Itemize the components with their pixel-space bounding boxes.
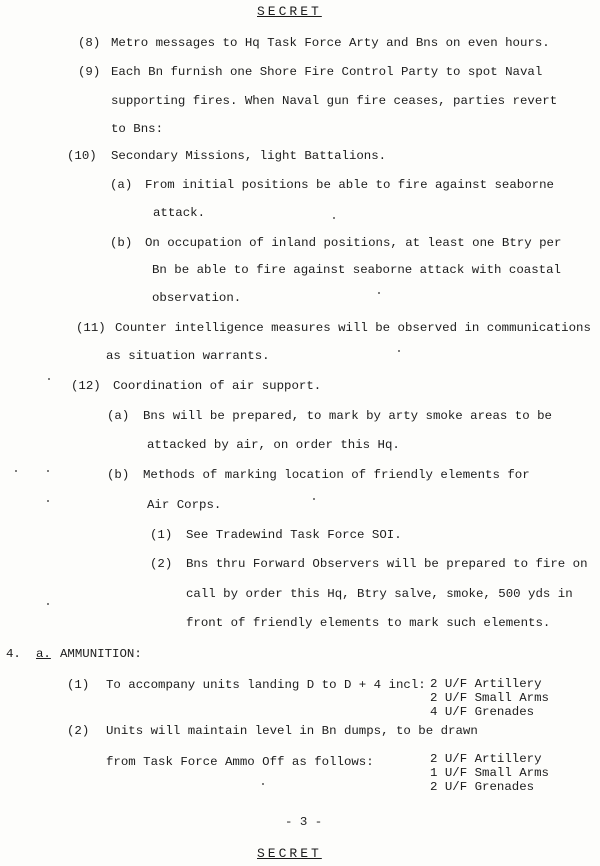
item-10a-number: (a) <box>110 178 133 192</box>
ammo-item-2-text-line2: from Task Force Ammo Off as follows: <box>106 755 374 769</box>
item-12b1-number: (1) <box>150 528 173 542</box>
item-10a-text-line1: From initial positions be able to fire against seaborne <box>145 178 554 192</box>
ammo-item-1-qty-2: 2 U/F Small Arms <box>430 691 549 705</box>
item-12b-text-line1: Methods of marking location of friendly elements for <box>143 468 530 482</box>
scan-speck <box>47 603 49 605</box>
item-10-text: Secondary Missions, light Battalions. <box>111 149 387 163</box>
item-12b1-text: See Tradewind Task Force SOI. <box>186 528 402 542</box>
item-12a-number: (a) <box>107 409 130 423</box>
scan-speck <box>47 500 49 502</box>
ammo-item-2-number: (2) <box>67 724 90 738</box>
item-10-number: (10) <box>67 149 97 163</box>
ammo-item-2-qty-2: 1 U/F Small Arms <box>430 766 549 780</box>
item-9-text-line2: supporting fires. When Naval gun fire ceases, parties revert <box>111 94 558 108</box>
ammo-item-2-qty-3: 2 U/F Grenades <box>430 780 535 794</box>
item-9-text-line1: Each Bn furnish one Shore Fire Control Party to spot Naval <box>111 65 543 79</box>
ammo-item-2-qty-1: 2 U/F Artillery <box>430 752 542 766</box>
item-11-number: (11) <box>76 321 106 335</box>
item-12-text: Coordination of air support. <box>113 379 322 393</box>
item-12b2-text-line1: Bns thru Forward Observers will be prepared to fire on <box>186 557 588 571</box>
ammo-item-1-text: To accompany units landing D to D + 4 incl: <box>106 678 426 692</box>
classification-footer: SECRET <box>257 846 322 861</box>
item-8-text: Metro messages to Hq Task Force Arty and Bns on even hours. <box>111 36 550 50</box>
item-10a-text-line2: attack. <box>153 206 206 220</box>
item-12-number: (12) <box>71 379 101 393</box>
item-10b-text-line1: On occupation of inland positions, at least one Btry per <box>145 236 562 250</box>
section-4-number: 4. <box>6 647 21 661</box>
scan-speck <box>48 378 50 380</box>
ammo-item-1-qty-3: 4 U/F Grenades <box>430 705 535 719</box>
item-12b-text-line2: Air Corps. <box>147 498 222 512</box>
item-12b2-number: (2) <box>150 557 173 571</box>
scan-speck <box>398 350 400 352</box>
item-8-number: (8) <box>78 36 101 50</box>
section-4-sub-letter: a. <box>36 647 51 661</box>
item-12b2-text-line2: call by order this Hq, Btry salve, smoke, 500 yds in <box>186 587 573 601</box>
item-11-text-line2: as situation warrants. <box>106 349 270 363</box>
classification-header: SECRET <box>257 4 322 19</box>
ammo-item-1-number: (1) <box>67 678 90 692</box>
ammo-item-2-text-line1: Units will maintain level in Bn dumps, to be drawn <box>106 724 478 738</box>
item-10b-number: (b) <box>110 236 133 250</box>
scan-speck <box>313 498 315 500</box>
scan-speck <box>262 783 264 785</box>
item-9-text-line3: to Bns: <box>111 122 164 136</box>
scan-speck <box>378 292 380 294</box>
ammo-item-1-qty-1: 2 U/F Artillery <box>430 677 542 691</box>
item-11-text-line1: Counter intelligence measures will be observed in communications <box>115 321 591 335</box>
section-4-title: AMMUNITION: <box>60 647 142 661</box>
item-9-number: (9) <box>78 65 101 79</box>
scan-speck <box>15 470 17 472</box>
scan-speck <box>47 470 49 472</box>
scan-speck <box>333 217 335 219</box>
item-10b-text-line3: observation. <box>152 291 242 305</box>
item-12a-text-line1: Bns will be prepared, to mark by arty smoke areas to be <box>143 409 552 423</box>
item-12a-text-line2: attacked by air, on order this Hq. <box>147 438 400 452</box>
page-number: - 3 - <box>285 815 323 829</box>
item-12b2-text-line3: front of friendly elements to mark such elements. <box>186 616 551 630</box>
item-12b-number: (b) <box>107 468 130 482</box>
item-10b-text-line2: Bn be able to fire against seaborne attack with coastal <box>152 263 561 277</box>
